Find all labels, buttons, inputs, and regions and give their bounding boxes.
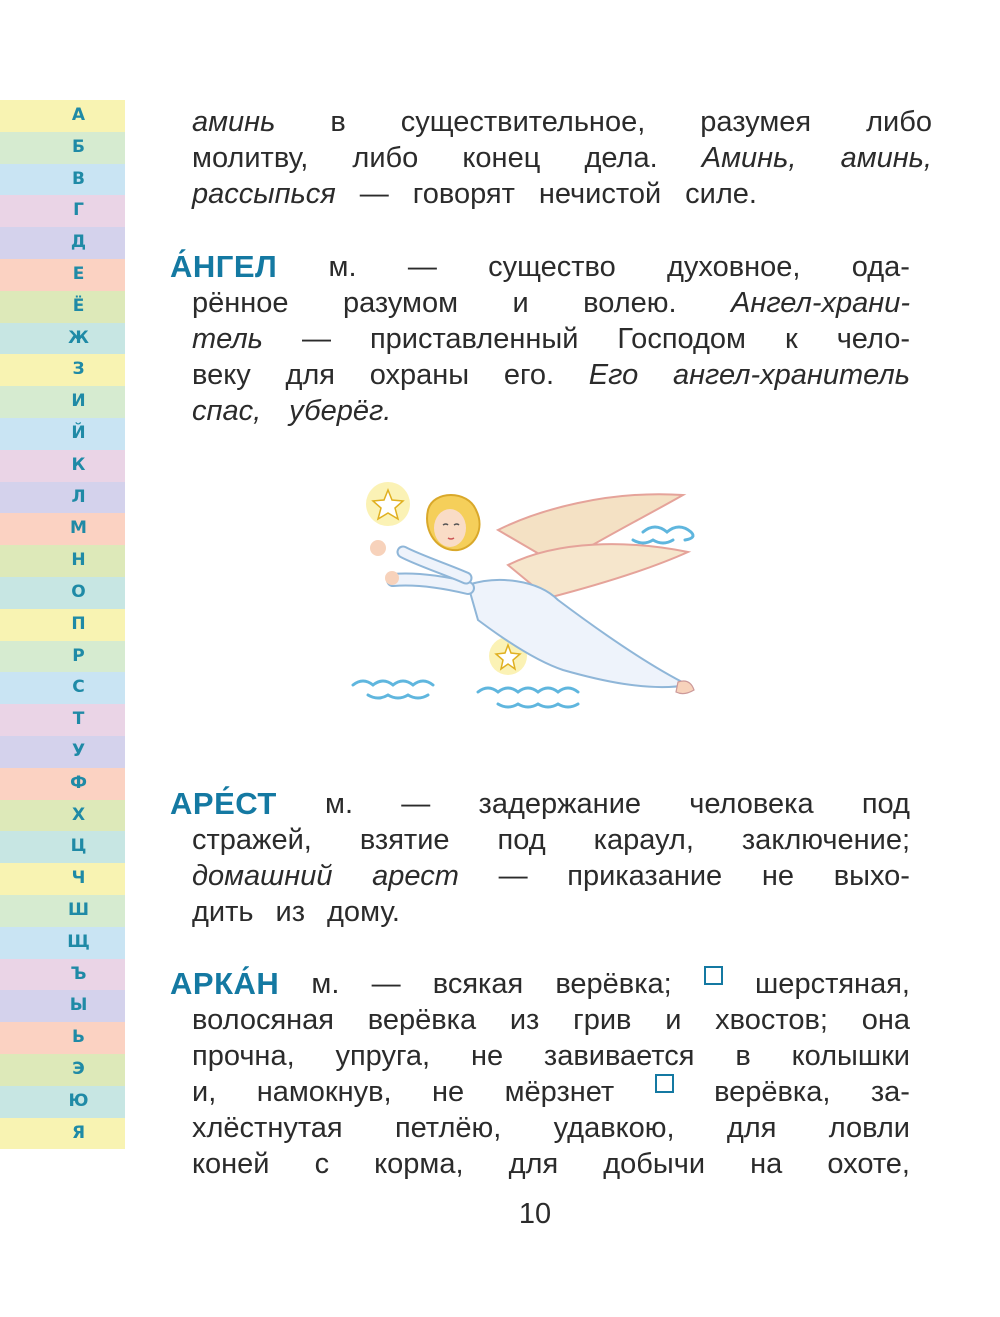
alphabet-tab: Н (0, 545, 125, 577)
alphabet-tab: Ё (0, 291, 125, 323)
alphabet-tab: Ф (0, 768, 125, 800)
alphabet-tab: Ш (0, 895, 125, 927)
entry-angel: А́НГЕЛ м. — существо духовное, ода- рённое разумом и волею. Ангел-храни- тель — приставленный Господом к чело- веку для охраны его. Его ангел-хранитель спас, уберёг. (170, 249, 910, 427)
alphabet-tab: Щ (0, 927, 125, 959)
entry-arest: АРЕ́СТ м. — задержание человека под стражей, взятие под караул, заключение; домашний арест — приказание не выхо- дить из дому. (170, 786, 910, 928)
alphabet-tab: Б (0, 132, 125, 164)
alphabet-tab: И (0, 386, 125, 418)
alphabet-tab: С (0, 672, 125, 704)
alphabet-tab: Е (0, 259, 125, 291)
alphabet-tab: А (0, 100, 125, 132)
alphabet-tab: П (0, 609, 125, 641)
alphabet-tab: Л (0, 482, 125, 514)
alphabet-tab: К (0, 450, 125, 482)
page-number: 10 (518, 1198, 552, 1230)
alphabet-tab: Ц (0, 831, 125, 863)
alphabet-tab: Ю (0, 1086, 125, 1118)
entry-arkan: АРКА́Н м. — всякая верёвка; шерстяная, волосяная верёвка из грив и хвостов; она прочна, упруга, не завивается в колышки и, намокнув, не мёрзнет верёвка, за- хлёстнутая петлёю, удавкою, для ловли коней с корма, для добычи на охоте, (170, 966, 910, 1180)
alphabet-tab: Ж (0, 323, 125, 355)
alphabet-tab: З (0, 354, 125, 386)
alphabet-tab: Ч (0, 863, 125, 895)
alphabet-tab: Ь (0, 1022, 125, 1054)
headword-arest: АРЕ́СТ (170, 786, 277, 821)
alphabet-tab: Ы (0, 990, 125, 1022)
alphabet-tab: У (0, 736, 125, 768)
alphabet-tab: О (0, 577, 125, 609)
alphabet-tab: Й (0, 418, 125, 450)
headword-arkan: АРКА́Н (170, 966, 280, 1001)
entry-amin-continuation: аминь в существительное, разумея либо молитву, либо конец дела. Аминь, аминь, рассыпься — говорят нечистой силе. (192, 106, 932, 210)
alphabet-tab: Э (0, 1054, 125, 1086)
alphabet-tab: Ъ (0, 959, 125, 991)
alphabet-tab: Г (0, 195, 125, 227)
angel-illustration (348, 470, 718, 740)
alphabet-tab: Я (0, 1118, 125, 1150)
alphabet-tab: Т (0, 704, 125, 736)
sense-square-icon (704, 966, 723, 985)
alphabet-tab: Р (0, 641, 125, 673)
headword-angel: А́НГЕЛ (170, 249, 278, 284)
alphabet-tab: Д (0, 227, 125, 259)
alphabet-tab: М (0, 513, 125, 545)
alphabet-tab: Х (0, 800, 125, 832)
alphabet-index (0, 100, 125, 1149)
alphabet-tab: В (0, 164, 125, 196)
sense-square-icon (655, 1074, 674, 1093)
